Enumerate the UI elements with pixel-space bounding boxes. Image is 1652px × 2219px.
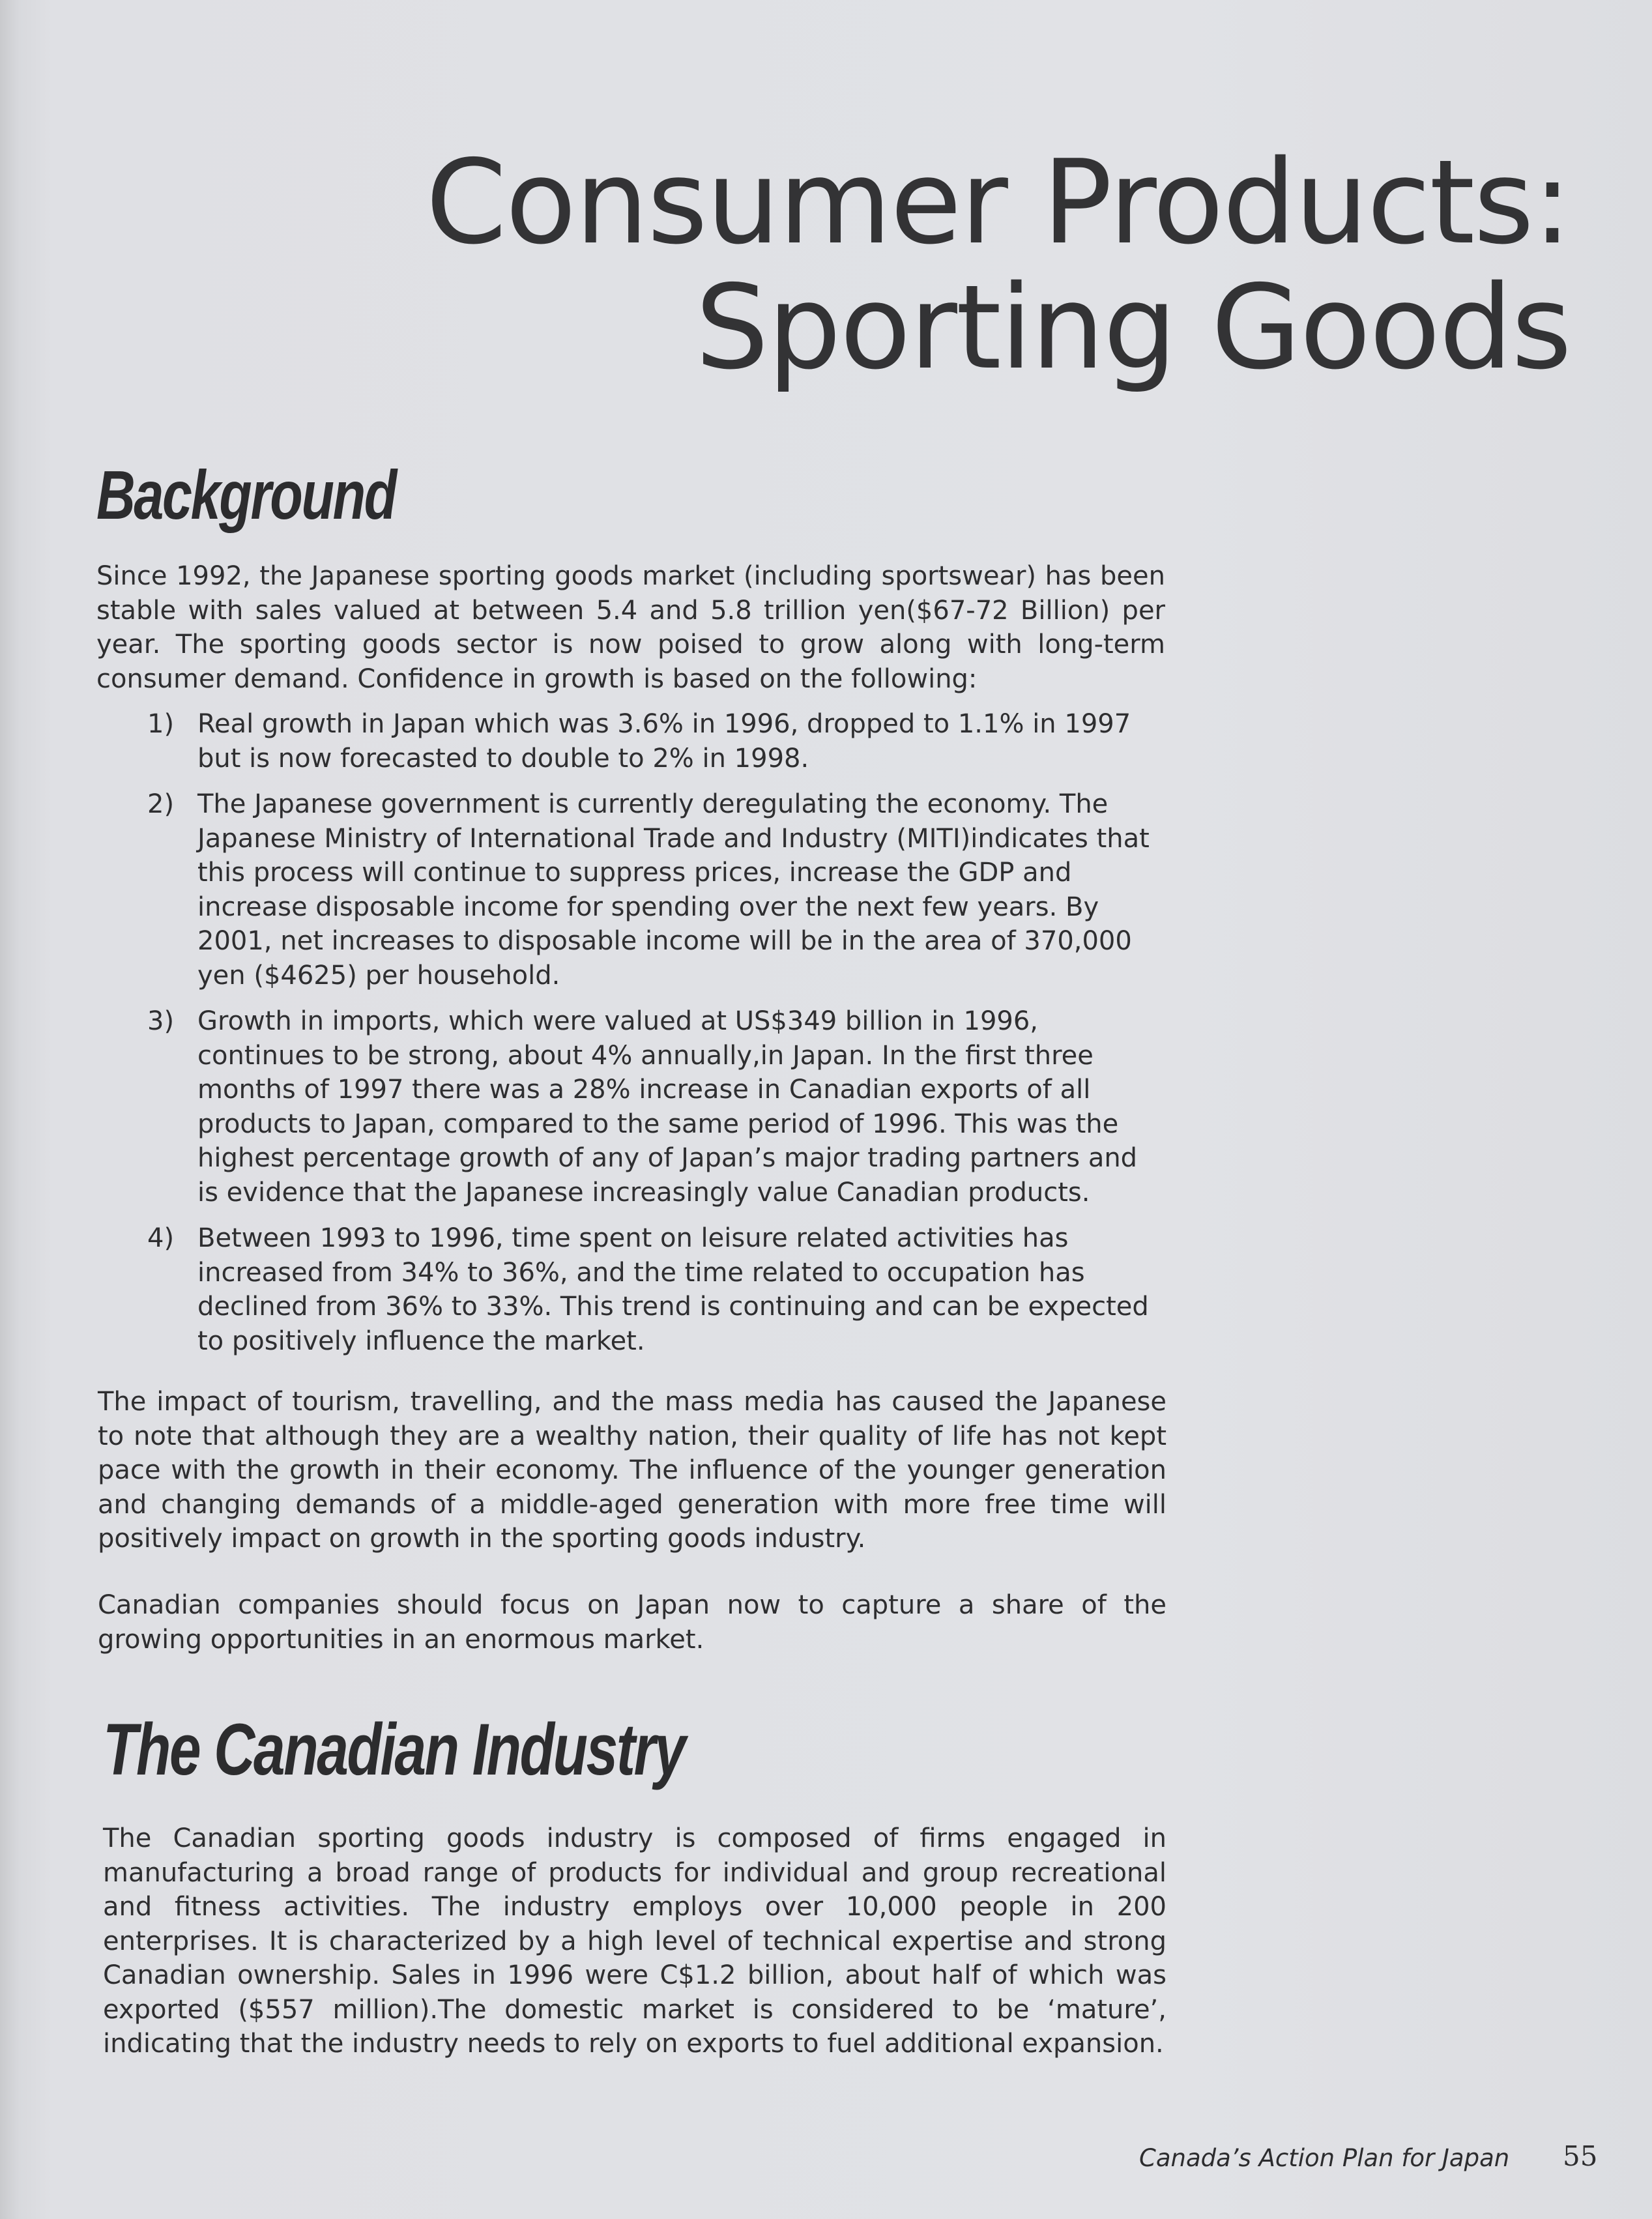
page-title-line-1: Consumer Products: <box>426 135 1571 270</box>
list-item <box>96 707 1165 776</box>
tourism-impact-paragraph: The impact of tourism, travelling, and the mass media has caused the Japanese to note that although they are a wealthy nation, their quality of life has not kept pace with the growth in their economy. The influence of the younger generation and changing demands of a middle-aged generation with more free time will positively impact on growth in the sporting goods industry. <box>98 1387 1167 1554</box>
list-item-number: 4) <box>147 1223 175 1253</box>
footer-publication-title: Canada’s Action Plan for Japan <box>1139 2144 1510 2172</box>
page-title-line-2: Sporting Goods <box>695 260 1571 395</box>
background-heading: Background <box>96 457 396 534</box>
focus-on-japan-paragraph: Canadian companies should focus on Japan now to capture a share of the growing opportunities in an enormous market. <box>98 1590 1167 1655</box>
canadian-industry-paragraph: The Canadian sporting goods industry is composed of firms engaged in manufacturing a broad range of products for individual and group recreational and fitness activities. The industry employs over 10,000 people in 200 enterprises. It is characterized by a high level of technical expertise and strong Canadian ownership. Sales in 1996 were C$1.2 billion, about half of which was exported ($557 million).The domestic market is considered to be ‘mature’, indicating that the industry needs to rely on exports to fuel additional expansion. <box>103 1823 1167 2059</box>
list-item <box>96 1004 1165 1210</box>
page-title <box>426 135 1571 395</box>
list-item-text: Growth in imports, which were valued at US$349 billion in 1996, continues to be strong, about 4% annually,in Japan. In the first three months of 1997 there was a 28% increase in Canadian exports of all products to Japan, compared to the same period of 1996. This was the highest percentage growth of any of Japan’s major trading partners and is evidence that the Japanese increasingly value Canadian products. <box>197 1006 1138 1208</box>
list-item <box>96 1221 1165 1358</box>
page-number: 55 <box>1563 2140 1598 2172</box>
list-item-number: 3) <box>147 1006 175 1036</box>
canadian-industry-heading: The Canadian Industry <box>103 1709 685 1790</box>
background-intro-paragraph: Since 1992, the Japanese sporting goods market (including sportswear) has been stable with sales valued at between 5.4 and 5.8 trillion yen($67-72 Billion) per year. The sporting goods sector is now poised to grow along with long-term consumer demand. Confidence in growth is based on the following: <box>96 561 1165 694</box>
list-item-text: Real growth in Japan which was 3.6% in 1996, dropped to 1.1% in 1997 but is now forecasted to double to 2% in 1998. <box>197 709 1131 774</box>
list-item <box>96 787 1165 993</box>
list-item-number: 2) <box>147 789 175 819</box>
growth-factors-list <box>96 707 1165 1370</box>
list-item-text: The Japanese government is currently deregulating the economy. The Japanese Ministry of International Trade and Industry (MITI)indicates that this process will continue to suppress prices, increase the GDP and increase disposable income for spending over the next few years. By 2001, net increases to disposable income will be in the area of 370,000 yen ($4625) per household. <box>197 789 1150 991</box>
list-item-text: Between 1993 to 1996, time spent on leisure related activities has increased from 34% to 36%, and the time related to occupation has declined from 36% to 33%. This trend is continuing and can be expected to positively influence the market. <box>197 1223 1149 1356</box>
list-item-number: 1) <box>147 709 175 739</box>
